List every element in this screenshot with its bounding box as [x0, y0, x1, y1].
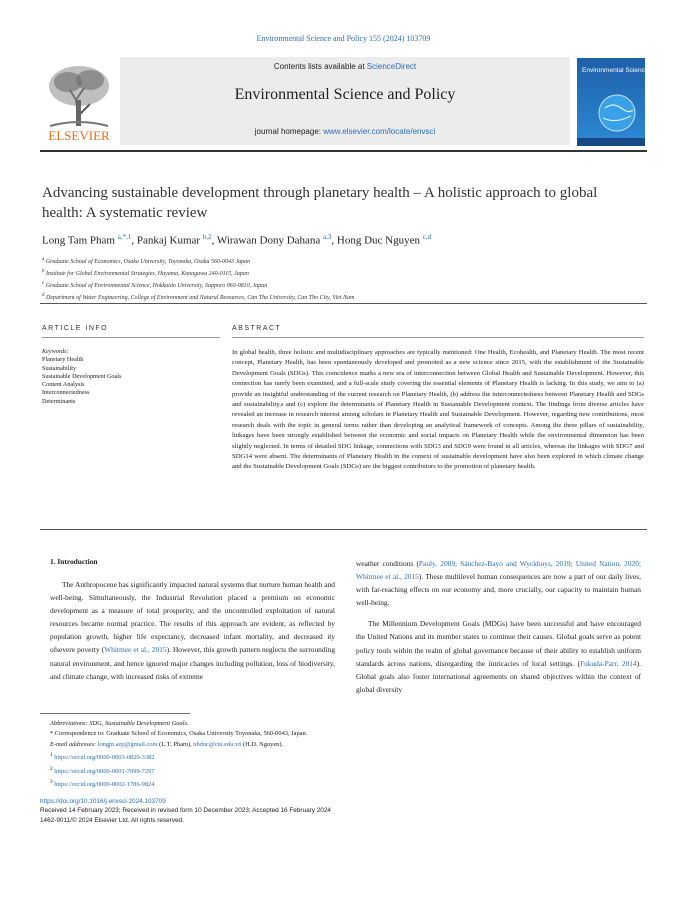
email-link[interactable]: nhduc@ctu.edu.vn [193, 740, 242, 748]
orcid-link[interactable]: https://orcid.org/0000-0002-1786-9824 [54, 781, 155, 789]
abstract-heading: ABSTRACT [232, 325, 282, 332]
body-column-right [356, 557, 641, 696]
affiliation-item: $^d$ Department of Water Engineering, College of Environment and Natural Resources, Can Tho University, Can Tho City, Viet Nam [42, 293, 355, 301]
body-paragraph: The Anthropocene has significantly impacted natural systems that nurture human health and well-being. Simultaneously, the Industrial Revolution placed a premium on economic development as a measure of total prosperity, and the uncontrolled exploitation of natural resources became normal practice. The results of this approach are evident, as reflected by population growth, higher life expectancy, decreased infant mortality, and decreased ity ofsevere poverty (Whitmee et al., 2015). However, this growth pattern neglects the surrounding natural environment, and hence ignored major changes including pollution, loss of biodiversity, and climate change, with increased risks of extreme [50, 580, 336, 681]
doi-link[interactable]: https://doi.org/10.1016/j.envsci.2024.103709 [40, 798, 166, 805]
email-note: E-mail addresses: longpt.aep@gmail.com (L.T. Pham), nhduc@ctu.edu.vn (H.D. Nguyen). [50, 740, 284, 748]
article-meta-footer [40, 797, 640, 825]
author-sup[interactable]: a,3 [323, 233, 332, 241]
journal-title: Environmental Science and Policy [234, 86, 456, 103]
keyword-item: Content Analysis [42, 381, 85, 389]
contents-line [120, 62, 570, 71]
author-name[interactable]: Long Tam Pham [42, 234, 115, 247]
keyword-item: Planetary Health [42, 356, 84, 364]
citation-link[interactable]: Fukuda-Parr, 2014 [579, 658, 637, 668]
introduction-heading: 1. Introduction [50, 557, 98, 566]
keyword-item: Sustainable Development Goals [42, 372, 122, 380]
author-list: Long Tam Pham $^{a,*,1}$, Pankaj Kumar $^{b,2}$, Wirawan Dony Dahana $^{a,3}$, Hong Duc Nguyen $^{c,d}$ [42, 233, 432, 247]
affiliations [42, 255, 642, 303]
section-divider [40, 303, 647, 304]
footnotes [50, 719, 640, 791]
article-title: Advancing sustainable development through planetary health – A holistic approach to global health: A systematic review [42, 185, 598, 221]
affiliation-item: $^b$ Institute for Global Environmental Strategies, Hayama, Kanagawa 240-0115, Japan [42, 269, 249, 277]
abstract-rule [232, 337, 644, 338]
keyword-item: Determinants [42, 397, 76, 405]
received-dates: Received 14 February 2023; Received in revised form 10 December 2023; Accepted 16 February 2024 [40, 807, 331, 815]
journal-cover [577, 58, 674, 146]
keyword-item: Sustainability [42, 364, 77, 372]
orcid-note: $^1$ https://orcid.org/0000-0003-0820-3382 [50, 752, 155, 762]
correspondence-note: * Correspondence to: Graduate School of Economics, Osaka University Toyonaka, 560-0043, Japan. [50, 730, 308, 738]
svg-text:Environmental Science & Policy: Environmental Science & Policy [582, 67, 674, 74]
elsevier-tree-icon [40, 60, 118, 146]
section-divider [40, 529, 647, 530]
abstract-text: In global health, three holistic and multidisciplinary approaches are typically mentioned: One Health, Ecohealth, and Planetary Health. The most recent concept, Planetary Health, has been spontaneously developed and promoted as a new science since 2015, with the establishment of the Sustainable Development Goals (SDGs). This coincidence marks a new era of interconnection between Global Health and Sustainable Development. However, this connection has rarely been examined, and a full-scale study covering the essential elements of Planetary Health is lacking. In this study, we aim to (a) provide an insightful understanding of the current research on Planetary Health, (b) address the interconnectedness between Planetary Health and SDGs and sustainability,s and (c) explore the determinants of Planetary Health in Sustainable Development context. The findings from diverse articles have revealed an increase in research interest among scholars in Planetary Health and Sustainable Development. However, regarding new contributions, most research deals with the topic in general terms rather than developing an analytical framework of concepts. Among the three pillars of sustainability, linkages have been strongly established between the economic and social impacts on Planetary Health while the environmental dimension has been slightly neglected. In terms of detailed SDG linkage, connections with SDG3 and SDG9 were found in all articles, whereas the linkages with SDG7 and SDG14 were absent. The determinants of Planetary Health in the context of sustainable development have also been explored in which climate change and the Sustainable Development Goals (SDGs) are the biggest contributors to the promotion of planetary health. [232, 349, 644, 471]
affiliation-item: $^a$ Graduate School of Economics, Osaka University, Toyonaka, Osaka 560-0043 Japan [42, 257, 251, 265]
footnote-rule [40, 713, 190, 714]
author-name[interactable]: Hong Duc Nguyen [336, 234, 420, 247]
author-sup[interactable]: c,d [422, 233, 432, 241]
homepage-link[interactable]: www.elsevier.com/locate/envsci [323, 127, 436, 136]
body-column-left [50, 578, 335, 683]
journal-homepage [120, 127, 570, 136]
article-info-heading: ARTICLE INFO [42, 325, 109, 332]
orcid-link[interactable]: https://orcid.org/0000-0001-7099-7297 [54, 767, 155, 775]
author-name[interactable]: Pankaj Kumar [136, 234, 201, 247]
email-link[interactable]: longpt.aep@gmail.com [97, 740, 158, 748]
copyright-line: 1462-9011/© 2024 Elsevier Ltd. All rights reserved. [40, 816, 184, 824]
orcid-note: $^3$ https://orcid.org/0000-0002-1786-9824 [50, 779, 155, 789]
abbreviations-note: Abbreviations: SDG, Sustainable Development Goals. [50, 720, 189, 727]
homepage-prefix: journal homepage: [254, 127, 324, 136]
author-sup[interactable]: b,2 [202, 233, 212, 241]
citation-link[interactable]: Pauly, 2009; Sánchez-Bayo and Wyckhuys, 2019; United Nation, 2020; Whitmee et al., 2015 [356, 559, 641, 582]
author-sup[interactable]: a,*,1 [117, 233, 132, 241]
citation-link[interactable]: Whitmee et al., 2015 [104, 645, 167, 655]
affiliation-item: $^c$ Graduate School of Environmental Science, Hokkaido University, Sapporo 060-0810, Japan [42, 281, 268, 289]
author-name[interactable]: Wirawan Dony Dahana [216, 234, 321, 247]
article-info-rule [42, 337, 220, 338]
orcid-link[interactable]: https://orcid.org/0000-0003-0820-3382 [54, 754, 155, 762]
keywords-block [42, 348, 220, 406]
sciencedirect-link[interactable]: ScienceDirect [366, 62, 417, 71]
svg-text:ELSEVIER: ELSEVIER [48, 128, 110, 143]
contents-prefix: Contents lists available at [273, 62, 367, 71]
orcid-note: $^2$ https://orcid.org/0000-0001-7099-7297 [50, 765, 155, 775]
body-paragraph: The Millennium Development Goals (MDGs) have been successful and have encouraged the United Nations and its member states to continue their causes. Global goals serve as potent policy tools within the realm of global governance because of their ability to establish uniform standards across nations, disregarding the intricacies of local settings. (Fukuda-Parr, 2014). Global goals also foster international agreements on shared objectives within the context of global diversity [356, 619, 641, 694]
body-paragraph: weather conditions (Pauly, 2009; Sánchez-Bayo and Wyckhuys, 2019; United Nation, 2020; Whitmee et al., 2015). These multilevel human consequences are now a part of our daily lives, with far-reaching effects on our economy and, more crucially, our capacity to maintain human well-being. [356, 559, 641, 608]
header-rule [40, 150, 647, 152]
elsevier-logo [40, 60, 118, 146]
keyword-item: Interconnectedness [42, 389, 90, 397]
keywords-label: Keywords: [42, 348, 69, 355]
journal-reference[interactable]: Environmental Science and Policy 155 (2024) 103709 [256, 34, 431, 43]
journal-cover-image [577, 58, 674, 146]
